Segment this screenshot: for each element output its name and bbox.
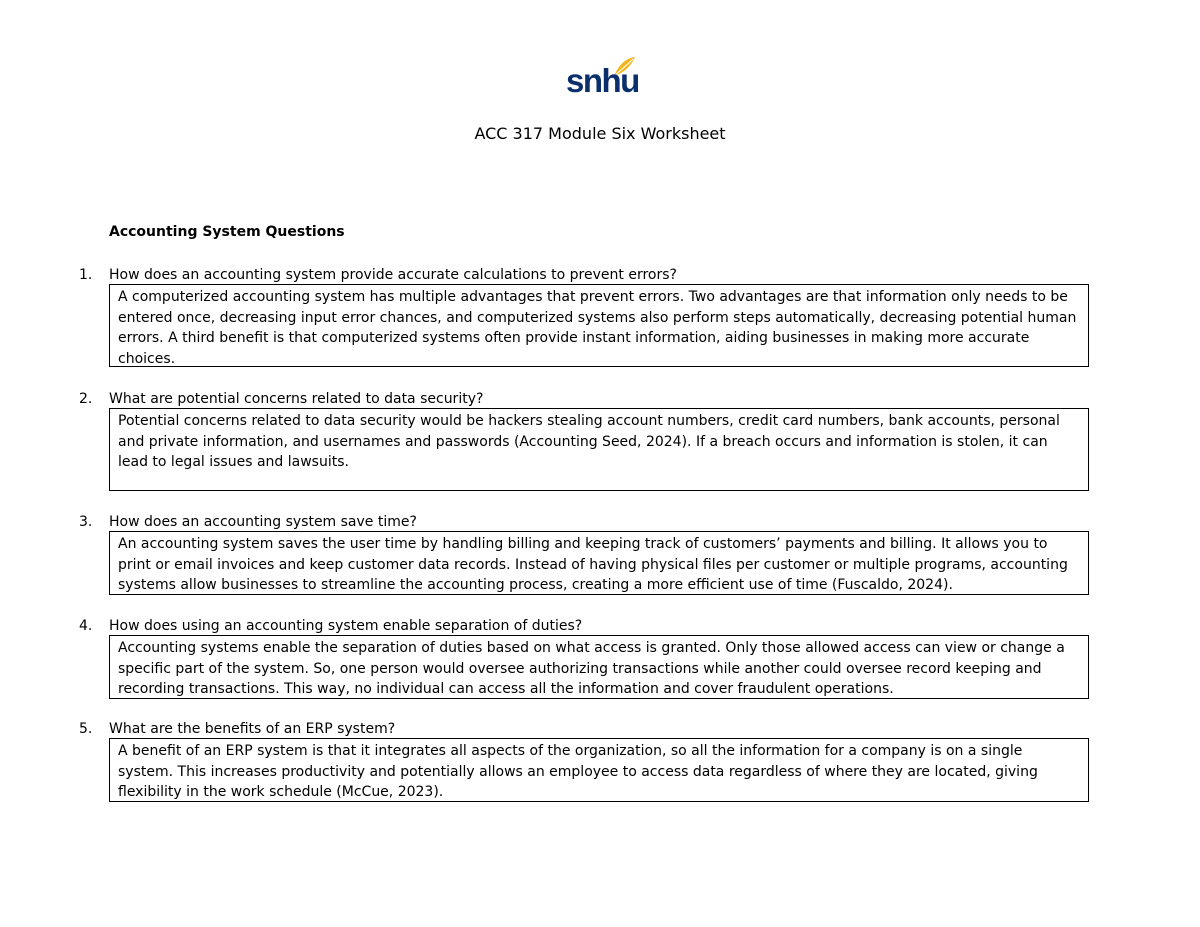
answer-box-1[interactable] (109, 284, 1089, 367)
answer-text: A computerized accounting system has multiple advantages that prevent errors. Two advantages are that information only needs to be entered once, decreasing input error chances, and computerized systems also perform steps automatically, decreasing potential human errors. A third benefit is that computerized systems often provide instant information, aiding businesses in making more accurate choices. (118, 289, 1077, 367)
answer-text: A benefit of an ERP system is that it integrates all aspects of the organization, so all the information for a company is on a single system. This increases productivity and potentially allows an employee to access data regardless of where they are located, giving flexibility in the work schedule (McCue, 2023). (118, 743, 1038, 800)
question-5 (79, 720, 395, 738)
logo-wordmark: snhu (566, 62, 639, 99)
question-text: How does an accounting system provide accurate calculations to prevent errors? (109, 267, 677, 283)
question-number: 3. (79, 514, 93, 530)
answer-text: Accounting systems enable the separation of duties based on what access is granted. Only those allowed access can view or change a specific part of the system. So, one person would oversee authorizing transactions while another could oversee record keeping and recording transactions. This way, no individual can access all the information and cover fraudulent operations. (118, 640, 1065, 697)
question-number: 1. (79, 267, 93, 283)
answer-box-3[interactable] (109, 531, 1089, 595)
answer-text: An accounting system saves the user time by handling billing and keeping track of customers’ payments and billing. It allows you to print or email invoices and keep customer data records. Instead of having physical files per customer or multiple programs, accounting systems allow businesses to streamline the accounting process, creating a more efficient use of time (Fuscaldo, 2024). (118, 536, 1068, 593)
question-text: How does using an accounting system enable separation of duties? (109, 618, 583, 634)
question-number: 4. (79, 618, 93, 634)
page-title: ACC 317 Module Six Worksheet (474, 124, 726, 143)
answer-box-2[interactable] (109, 408, 1089, 491)
answer-box-4[interactable] (109, 635, 1089, 699)
question-number: 2. (79, 391, 93, 407)
question-2 (79, 390, 483, 408)
question-text: What are the benefits of an ERP system? (109, 721, 396, 737)
question-number: 5. (79, 721, 93, 737)
answer-text: Potential concerns related to data security would be hackers stealing account numbers, credit card numbers, bank accounts, personal and private information, and usernames and passwords (Accounting Seed, 2024). If a breach occurs and information is stolen, it can lead to legal issues and lawsuits. (118, 413, 1060, 470)
question-1 (79, 266, 677, 284)
question-text: How does an accounting system save time? (109, 514, 417, 530)
question-text: What are potential concerns related to data security? (109, 391, 484, 407)
answer-box-5[interactable] (109, 738, 1089, 802)
question-3 (79, 513, 417, 531)
section-heading: Accounting System Questions (109, 224, 345, 240)
question-4 (79, 617, 582, 635)
snhu-logo (560, 56, 639, 104)
